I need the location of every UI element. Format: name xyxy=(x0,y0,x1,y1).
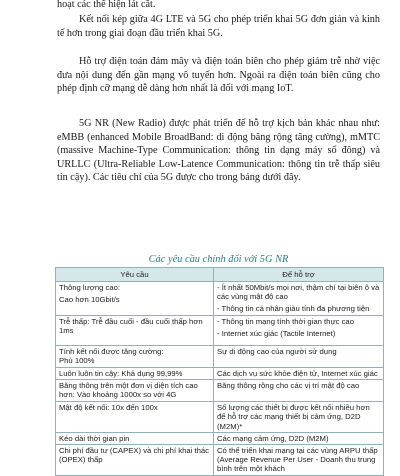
cell-text: Trễ thấp: Trễ đầu cuối - đầu cuối thấp hơn 1ms xyxy=(59,317,203,336)
cell-text: Sự di động cao của người sử dụng xyxy=(217,347,337,356)
cell-requirement xyxy=(56,282,214,316)
paragraph-edge-computing: Hỗ trợ điện toán đám mây và điện toán biên cho phép giảm trễ nhờ việc đưa nội dung đến gần mạng vô tuyến hơn. Ngoài ra điện toán biên cũng cho phép định cỡ mạng dễ dàng hơn nhất là đối với mạng IoT. xyxy=(57,56,380,95)
table-row xyxy=(56,432,384,444)
paragraph-5g-nr: 5G NR (New Radio) được phát triển để hỗ trợ kịch bản khác nhau như: eMBB (enhanced Mobile BroadBand: di động băng rộng tăng cường), mMTC (massive Machine-Type Communication: thông tin dạng máy số đông) và URLLC (Ultra-Reliable Low-Latence Communication: thông tin trễ thấp siêu tin cậy). Các tiêu chí của 5G được cho trong bảng dưới đây. xyxy=(57,118,380,184)
cell-text: Băng thông trên một đơn vị diện tích cao hơn: Vào khoảng 1000x so với 4G xyxy=(59,381,198,400)
paragraph-continuation: hoạt các thể hiện lát cắt. xyxy=(57,0,156,10)
cell-support xyxy=(214,316,384,346)
cell-support xyxy=(214,380,384,402)
cell-support xyxy=(214,445,384,476)
cell-text: - Thông tin mạng tính thời gian thực cao xyxy=(217,317,354,326)
cell-text: Tính kết nối được tăng cường: xyxy=(59,347,164,356)
requirements-table xyxy=(55,267,384,476)
cell-support xyxy=(214,346,384,368)
header-support: Để hỗ trợ xyxy=(214,268,384,282)
cell-support xyxy=(214,368,384,380)
cell-text: Các mạng cảm ứng, D2D (M2M) xyxy=(217,433,329,443)
table-row xyxy=(56,445,384,476)
table-row xyxy=(56,368,384,380)
cell-text: Mật độ kết nối: 10x đến 100x xyxy=(59,403,158,413)
table-row xyxy=(56,380,384,402)
cell-support xyxy=(214,432,384,444)
cell-requirement xyxy=(56,445,214,476)
cell-text: - Internet xúc giác (Tactile Internet) xyxy=(217,329,336,339)
cell-requirement xyxy=(56,368,214,380)
cell-text: Thông lượng cao: xyxy=(59,283,121,292)
cell-text: Các dịch vụ sức khỏe điện tử, Internet xúc giác xyxy=(217,369,378,378)
cell-text: Số lượng các thiết bị được kết nối nhiều hơn để hỗ trợ các mạng thiết bị cảm ứng, D2D (M2M)* xyxy=(217,403,370,431)
cell-text: Cao hơn 10Gbit/s xyxy=(59,295,120,305)
header-requirement: Yêu cầu xyxy=(56,268,214,282)
cell-text: Có thể triển khai mạng tại các vùng ARPU thấp (Average Revenue Per User - Doanh thu trung bình trên một khách xyxy=(217,446,378,474)
cell-text: Băng thông rộng cho các vị trí mật độ cao xyxy=(217,381,360,391)
table-row xyxy=(56,402,384,433)
table-row xyxy=(56,346,384,368)
paragraph-dual-connectivity: Kết nối kép giữa 4G LTE và 5G cho phép triển khai 5G đơn giản và kinh tế hơn trong giai đoạn đầu triển khai 5G. xyxy=(57,14,380,39)
cell-requirement xyxy=(56,402,214,433)
cell-text: Chi phí đầu tư (CAPEX) và chi phí khai thác (OPEX) thấp xyxy=(59,446,210,465)
table-row xyxy=(56,282,384,316)
cell-requirement xyxy=(56,380,214,402)
cell-text: Kéo dài thời gian pin xyxy=(59,433,130,443)
cell-text: Phủ 100% xyxy=(59,356,95,366)
cell-requirement xyxy=(56,346,214,368)
cell-text: - Ít nhất 50Mbit/s mọi nơi, thậm chí tại biên ô và các vùng mật độ cao xyxy=(217,283,380,302)
cell-text: Luôn luôn tin cậy: Khả dụng 99,99% xyxy=(59,369,183,378)
table-row xyxy=(56,316,384,346)
cell-support xyxy=(214,402,384,433)
cell-support xyxy=(214,282,384,316)
cell-requirement xyxy=(56,316,214,346)
cell-text: - Thông tin cá nhân giàu tính đa phương tiện xyxy=(217,304,370,314)
table-caption: Các yêu cầu chính đối với 5G NR xyxy=(148,254,289,265)
table-header-row xyxy=(56,268,384,282)
cell-requirement xyxy=(56,432,214,444)
